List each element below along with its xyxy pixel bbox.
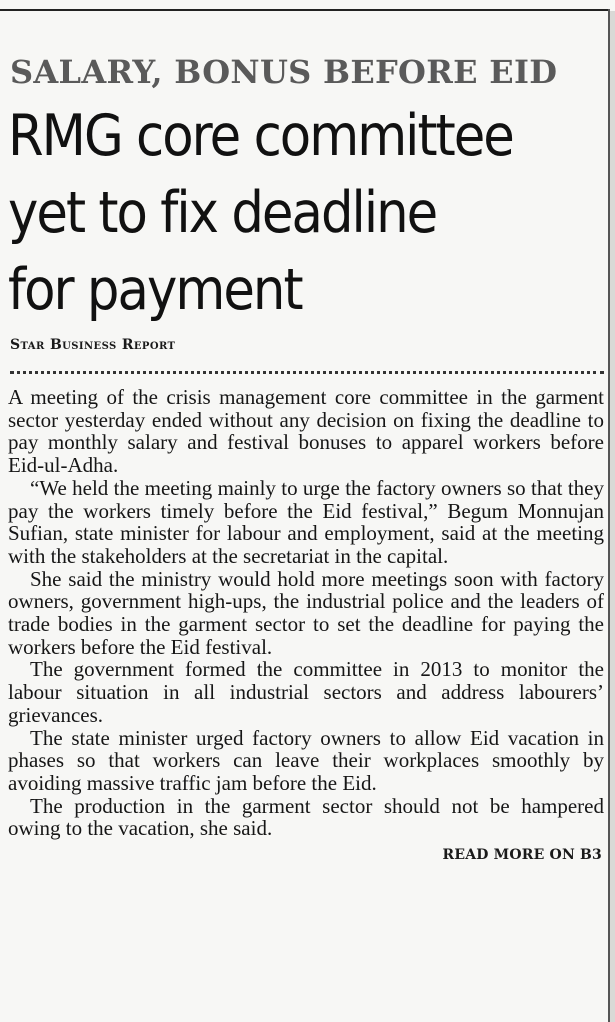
paragraph: A meeting of the crisis management core committee in the garment sector yesterday ended without any decision on fixing the deadline to pay monthly salary and festival bonuses to apparel workers before Eid-ul-Adha.: [8, 385, 604, 478]
byline: Star Business Report: [10, 337, 176, 353]
paragraph: The government formed the committee in 2013 to monitor the labour situation in all industrial sectors and address labourers’ grievances.: [8, 657, 604, 727]
headline-line: RMG core committee: [8, 103, 513, 169]
paragraph: She said the ministry would hold more meetings soon with factory owners, government high-ups, the industrial police and the leaders of trade bodies in the garment sector to set the deadline for paying the workers before the Eid festival.: [8, 566, 604, 659]
read-more-link[interactable]: READ MORE ON B3: [442, 847, 602, 864]
kicker: SALARY, BONUS BEFORE EID: [10, 53, 558, 91]
paragraph: “We held the meeting mainly to urge the factory owners so that they pay the workers timely before the Eid festival,” Begum Monnujan Sufian, state minister for labour and employment, said at the meeting with the stakeholders at the secretariat in the capital.: [8, 475, 604, 568]
top-rule: [0, 9, 608, 11]
adjacent-column-edge: [610, 11, 615, 1022]
headline-line: for payment: [8, 257, 302, 323]
headline: [8, 98, 544, 329]
paragraph: The state minister urged factory owners to allow Eid vacation in phases so that workers can leave their workplaces smoothly by avoiding massive traffic jam before the Eid.: [8, 725, 604, 795]
headline-line: yet to fix deadline: [8, 180, 437, 246]
dotted-divider: [10, 371, 604, 374]
article-body: [8, 386, 604, 840]
paragraph: The production in the garment sector should not be hampered owing to the vacation, she said.: [8, 793, 604, 841]
news-article: [8, 14, 604, 864]
